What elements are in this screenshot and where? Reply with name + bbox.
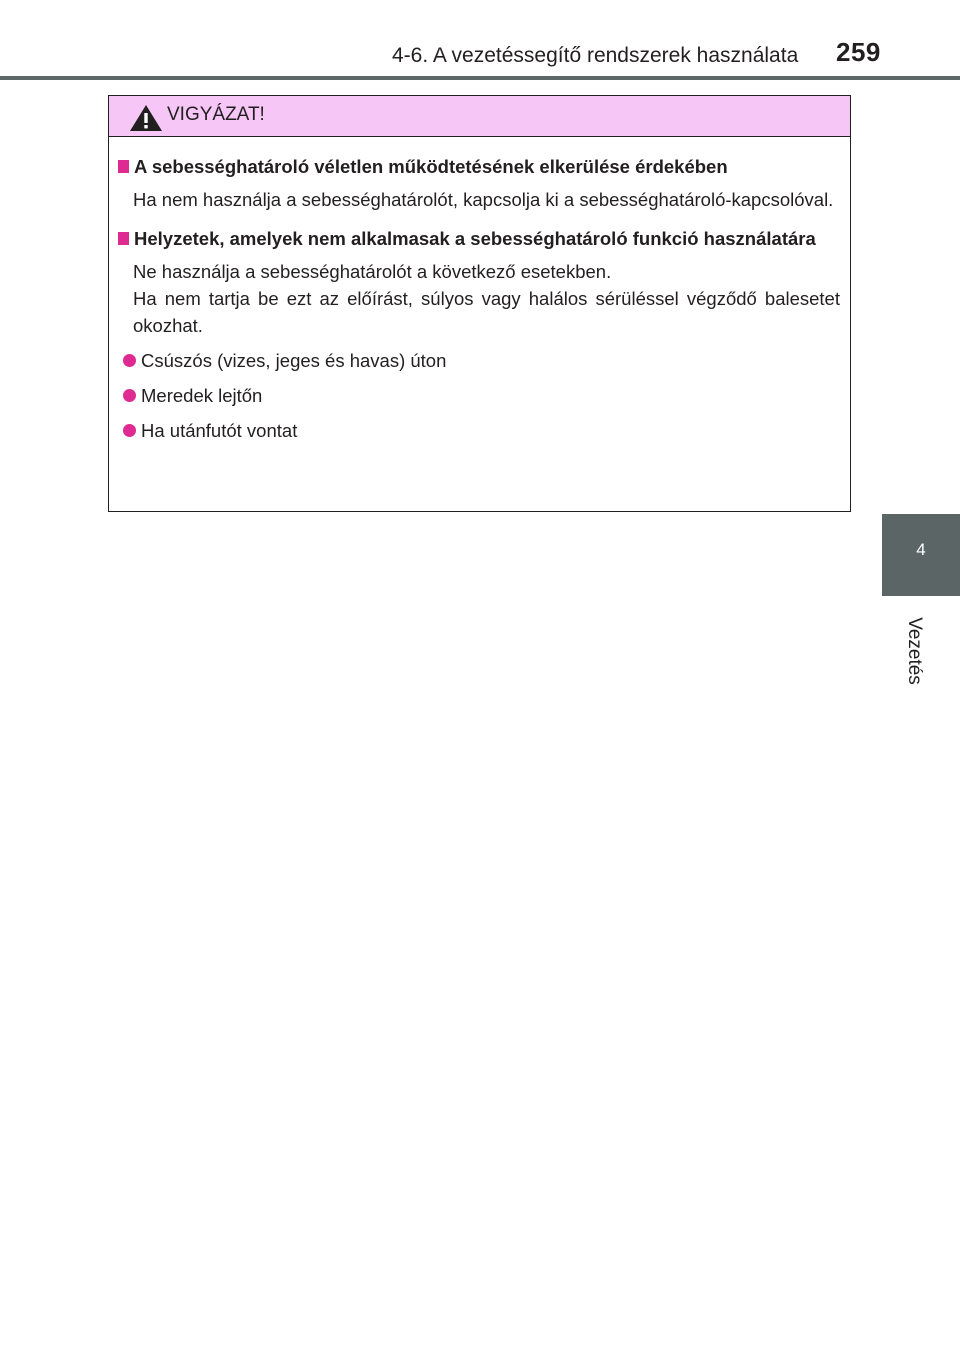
list-item	[118, 382, 840, 409]
round-bullet-icon	[123, 354, 136, 367]
bullet-list	[118, 347, 840, 444]
chapter-label-container	[894, 606, 934, 696]
header-rule	[0, 76, 960, 80]
section-heading-text: Helyzetek, amelyek nem alkalmasak a sebességhatároló funkció használatára	[134, 228, 816, 249]
list-item	[118, 417, 840, 444]
chapter-label: Vezetés	[904, 617, 925, 685]
list-item-text: Csúszós (vizes, jeges és havas) úton	[141, 350, 447, 371]
round-bullet-icon	[123, 424, 136, 437]
round-bullet-icon	[123, 389, 136, 402]
list-item-text: Meredek lejtőn	[141, 385, 263, 406]
running-header-title: 4-6. A vezetéssegítő rendszerek használata	[392, 44, 799, 67]
section-heading	[118, 153, 840, 180]
square-bullet-icon	[118, 160, 129, 173]
caution-body	[109, 137, 850, 444]
caution-title: VIGYÁZAT!	[167, 104, 265, 125]
section-heading	[118, 225, 840, 252]
chapter-tab	[882, 514, 960, 596]
square-bullet-icon	[118, 232, 129, 245]
list-item-text: Ha utánfutót vontat	[141, 420, 298, 441]
list-item	[118, 347, 840, 374]
warning-triangle-icon	[129, 104, 163, 132]
paragraph: Ne használja a sebességhatárolót a következő esetekben.	[133, 261, 612, 282]
chapter-number: 4	[916, 540, 926, 559]
section-heading-text: A sebességhatároló véletlen működtetésének elkerülése érdekében	[134, 156, 728, 177]
paragraph: Ha nem használja a sebességhatárolót, kapcsolja ki a sebességhatároló-kapcsolóval.	[133, 189, 834, 210]
paragraph: Ha nem tartja be ezt az előírást, súlyos vagy halálos sérüléssel végződő balesetet okozhat.	[133, 288, 840, 336]
page-number: 259	[836, 37, 881, 67]
caution-box	[108, 95, 851, 512]
caution-header	[109, 96, 850, 137]
